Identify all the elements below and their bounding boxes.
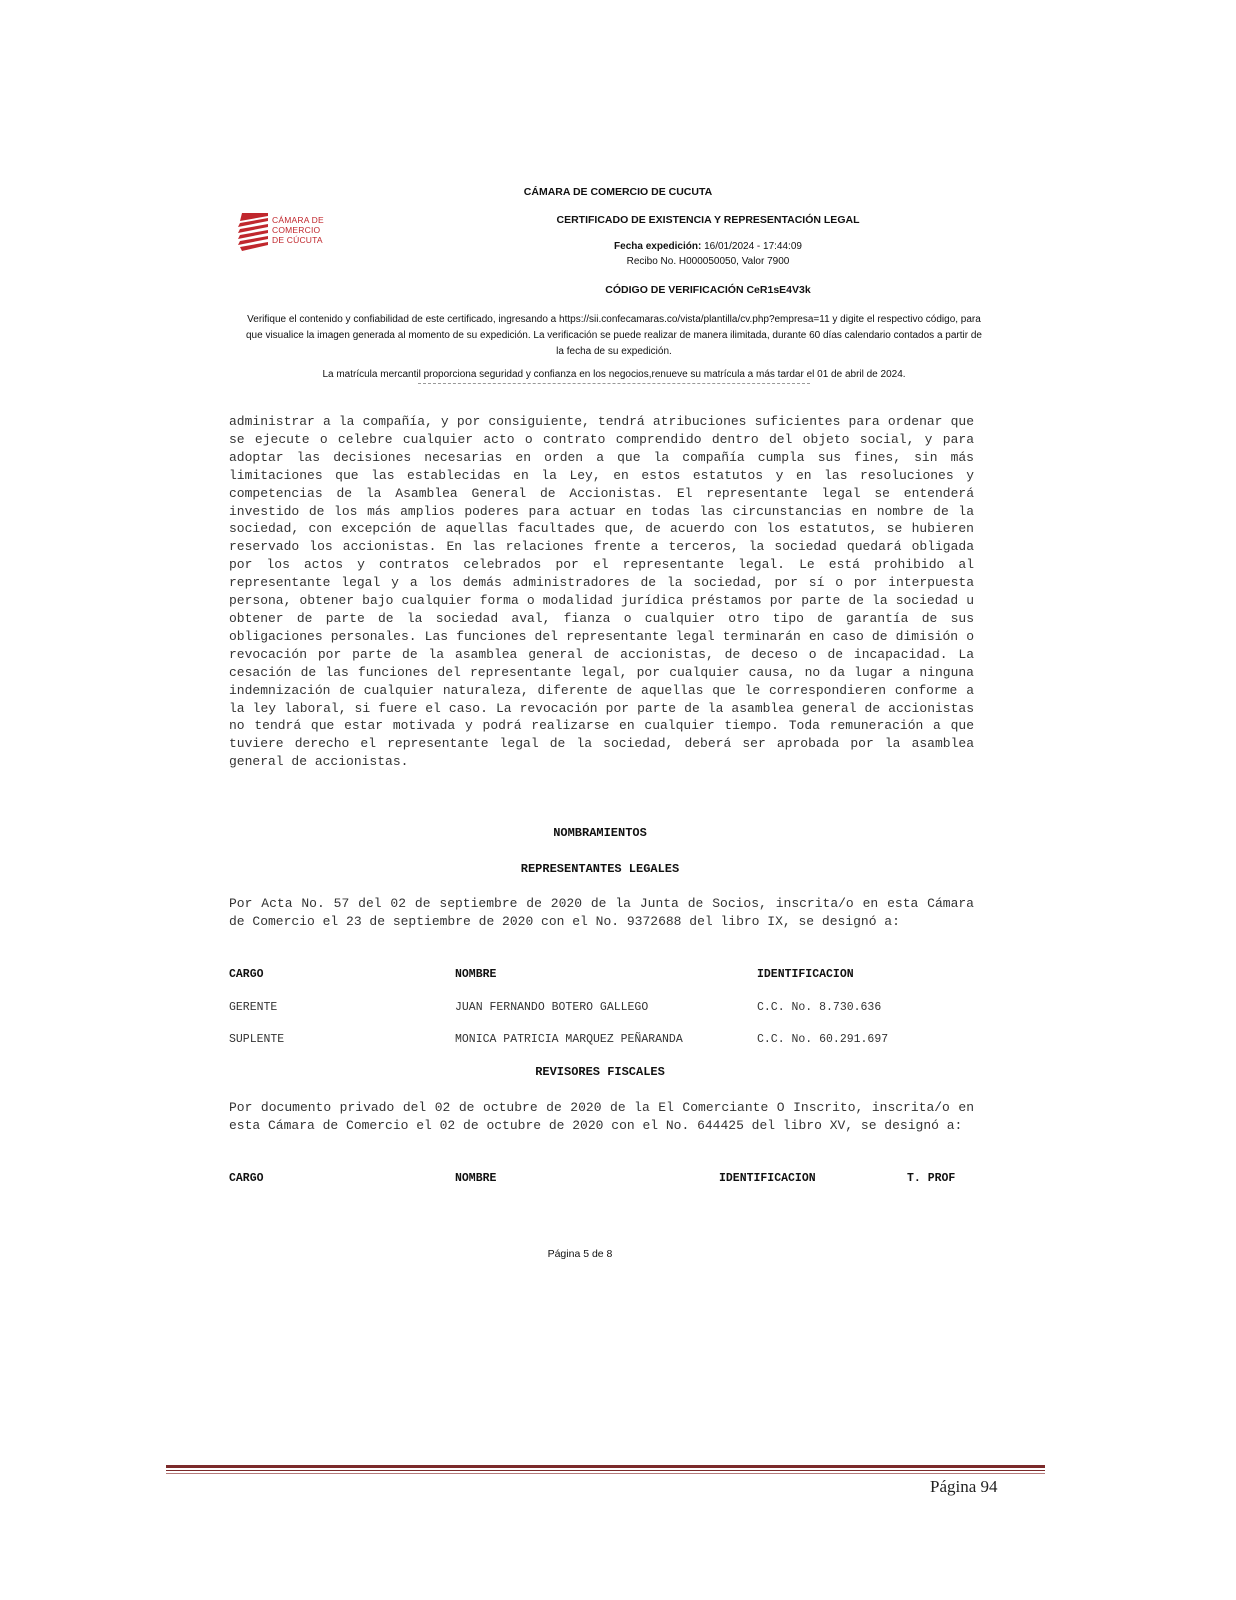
table-row-cargo: SUPLENTE [229,1033,285,1046]
issue-date [90,241,1236,252]
certificate-title: CERTIFICADO DE EXISTENCIA Y REPRESENTACIÓN LEGAL [556,214,860,226]
table2-header-identificacion: IDENTIFICACION [719,1172,816,1185]
issue-date-value: 16/01/2024 - 17:44:09 [701,241,802,252]
table-row-identificacion: C.C. No. 60.291.697 [757,1033,889,1046]
table-row-nombre: JUAN FERNANDO BOTERO GALLEGO [455,1001,649,1014]
footer-rule-light [166,1473,1045,1474]
inner-page-number: Página 5 de 8 [547,1248,613,1260]
footer-rule-thick [166,1465,1045,1468]
verification-code: CÓDIGO DE VERIFICACIÓN CeR1sE4V3k [605,284,811,296]
appointment-paragraph: Por Acta No. 57 del 02 de septiembre de 2020 de la Junta de Socios, inscrita/o en esta Cámara de Comercio el 23 de septiembre de 2020 con el No. 9372688 del libro IX, se designó a: [229,896,974,929]
renewal-notice: La matrícula mercantil proporciona seguridad y confianza en los negocios,renueve su matrícula a más tardar el 01 de abril de 2024. [322,369,906,380]
table2-header-nombre: NOMBRE [455,1172,497,1185]
section-revisores-fiscales: REVISORES FISCALES [535,1065,665,1079]
chamber-title: CÁMARA DE COMERCIO DE CUCUTA [523,186,713,198]
table-row-cargo: GERENTE [229,1001,278,1014]
receipt-line: Recibo No. H000050050, Valor 7900 [626,256,790,267]
section-representantes-legales: REPRESENTANTES LEGALES [520,862,680,876]
logo-line-1: CÁMARA DE [272,215,324,225]
table2-header-cargo: CARGO [229,1172,264,1185]
logo-line-2: COMERCIO [272,225,321,235]
footer-page-number: Página 94 [930,1477,998,1496]
issue-date-label: Fecha expedición: [614,241,702,252]
fiscal-reviewer-paragraph: Por documento privado del 02 de octubre de 2020 de la El Comerciante O Inscrito, inscrita/o en esta Cámara de Comercio el 02 de octubre de 2020 con el No. 644425 del libro XV, se designó a: [229,1100,974,1133]
table1-header-identificacion: IDENTIFICACION [757,968,854,981]
dashed-divider [418,383,810,384]
table-row-nombre: MONICA PATRICIA MARQUEZ PEÑARANDA [455,1033,683,1046]
logo-line-3: DE CÚCUTA [272,235,323,245]
table2-header-tprof: T. PROF [907,1172,956,1185]
table-row-identificacion: C.C. No. 8.730.636 [757,1001,882,1014]
table1-header-cargo: CARGO [229,968,264,981]
section-nombramientos: NOMBRAMIENTOS [553,826,647,840]
legal-representative-powers-paragraph: administrar a la compañía, y por consiguiente, tendrá atribuciones suficientes para ordenar que se ejecute o celebre cualquier acto o contrato comprendido dentro del objeto social, y para adoptar las decisiones necesarias en orden a que la compañía cumpla sus fines, sin más limitaciones que las establecidas en la Ley, en estos estatutos y en las resoluciones y competencias de la Asamblea General de Accionistas. El representante legal se entenderá investido de los más amplios poderes para actuar en todas las circunstancias en nombre de la sociedad, con excepción de aquellas facultades que, de acuerdo con los estatutos, se hubieren reservado los accionistas. En las relaciones frente a terceros, la sociedad quedará obligada por los actos y contratos celebrados por el representante legal. Le está prohibido al representante legal y a los demás administradores de la sociedad, por sí o por interpuesta persona, obtener bajo cualquier forma o modalidad jurídica préstamos por parte de la sociedad u obtener de parte de la sociedad aval, fianza o cualquier otro tipo de garantía de sus obligaciones personales. Las funciones del representante legal terminarán en caso de dimisión o revocación por parte de la asamblea general de accionistas, de deceso o de incapacidad. La cesación de las funciones del representante legal, por cualquier causa, no da lugar a ninguna indemnización de cualquier naturaleza, diferente de aquellas que le correspondieren conforme a la ley laboral, si fuere el caso. La revocación por parte de la asamblea general de accionistas no tendrá que estar motivada y podrá realizarse en cualquier tiempo. Toda remuneración a que tuviere derecho el representante legal de la sociedad, deberá ser aprobada por la asamblea general de accionistas. [229,414,974,770]
verification-instructions: Verifique el contenido y confiabilidad de este certificado, ingresando a https://sii.confecamaras.co/vista/plantilla/cv.php?empresa=11 y digite el respectivo código, para que visualice la imagen generada al momento de su expedición. La verificación se puede realizar de manera ilimitada, durante 60 días calendario contados a partir de la fecha de su expedición. [245,314,982,357]
table1-header-nombre: NOMBRE [455,968,497,981]
footer-rule-thin [166,1470,1045,1471]
